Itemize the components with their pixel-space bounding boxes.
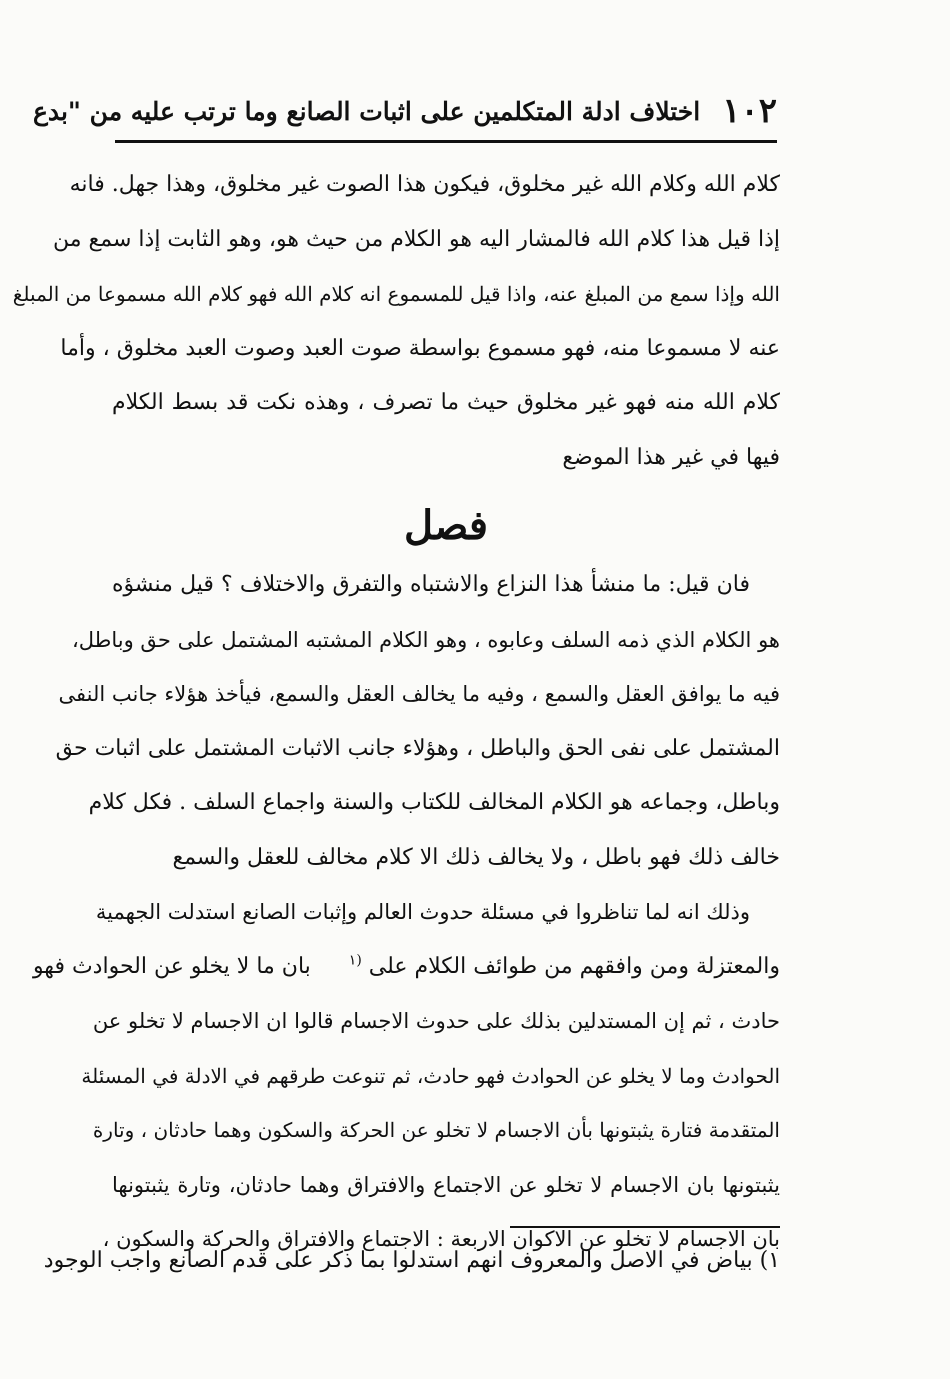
text-line: المتقدمة فتارة يثبتونها بأن الاجسام لا تخلو عن الحركة والسكون وهما حادثان ، وتارة xyxy=(92,1118,780,1142)
footnote-rule xyxy=(510,1226,780,1228)
text-line: خالف ذلك فهو باطل ، ولا يخالف ذلك الا كلام مخالف للعقل والسمع xyxy=(172,844,780,870)
text-line: إذا قيل هذا كلام الله فالمشار اليه هو الكلام من حيث هو، وهو الثابت إذا سمع من xyxy=(53,226,780,252)
text-line: المشتمل على نفى الحق والباطل ، وهؤلاء جانب الاثبات المشتمل على اثبات حق xyxy=(55,735,780,761)
text-line: عنه لا مسموعا منه، فهو مسموع بواسطة صوت العبد وصوت العبد مخلوق ، وأما xyxy=(60,335,780,361)
section-heading: فصل xyxy=(403,502,489,549)
page-number: ١٠٢ xyxy=(722,91,777,131)
text-line-with-footnote xyxy=(32,940,780,995)
text-line: فان قيل: ما منشأ هذا النزاع والاشتباه والتفرق والاختلاف ؟ قيل منشؤه xyxy=(112,572,750,597)
footnote-reference[interactable]: (١ xyxy=(348,952,362,969)
text-line: كلام الله منه فهو غير مخلوق حيث ما تصرف ، وهذه نكت قد بسط الكلام xyxy=(112,390,780,415)
text-line: كلام الله وكلام الله غير مخلوق، فيكون هذا الصوت غير مخلوق، وهذا جهل. فانه xyxy=(69,172,780,197)
text-segment: والمعتزلة ومن وافقهم من طوائف الكلام على xyxy=(368,953,780,979)
footnote: ١) بياض في الاصل والمعروف انهم استدلوا بما ذكر على قدم الصانع واجب الوجود xyxy=(43,1248,780,1273)
text-line: الحوادث وما لا يخلو عن الحوادث فهو حادث، ثم تنوعت طرقهم في الادلة في المسئلة xyxy=(81,1063,780,1088)
text-line: حادث ، ثم إن المستدلين بذلك على حدوث الاجسام قالوا ان الاجسام لا تخلو عن xyxy=(92,1009,780,1033)
header-rule xyxy=(115,140,777,143)
text-line: فيها في غير هذا الموضع xyxy=(562,444,780,470)
text-line: يثبتونها بان الاجسام لا تخلو عن الاجتماع والافتراق وهما حادثان، وتارة يثبتونها xyxy=(112,1172,780,1197)
text-line: وذلك انه لما تناظروا في مسئلة حدوث العالم وإثبات الصانع استدلت الجهمية xyxy=(95,900,750,924)
text-segment: بان ما لا يخلو عن الحوادث فهو xyxy=(32,953,311,979)
text-line: الله وإذا سمع من المبلغ عنه، واذا قيل للمسموع انه كلام الله فهو كلام الله مسموعا من المبلغ xyxy=(12,282,780,306)
running-title: اختلاف ادلة المتكلمين على اثبات الصانع وما ترتب عليه من "بدع xyxy=(32,96,701,126)
text-line: فيه ما يوافق العقل والسمع ، وفيه ما يخالف العقل والسمع، فيأخذ هؤلاء جانب النفى xyxy=(58,682,780,706)
top-paragraph xyxy=(12,158,780,485)
text-line: هو الكلام الذي ذمه السلف وعابوه ، وهو الكلام المشتبه المشتمل على حق وباطل، xyxy=(71,627,780,652)
main-paragraphs xyxy=(32,558,780,1267)
text-line: وباطل، وجماعه هو الكلام المخالف للكتاب والسنة واجماع السلف . فكل كلام xyxy=(88,790,780,815)
running-header xyxy=(32,86,777,136)
text-line: بان الاجسام لا تخلو عن الاكوان الاربعة : الاجتماع والافتراق والحركة والسكون ، xyxy=(102,1227,780,1251)
